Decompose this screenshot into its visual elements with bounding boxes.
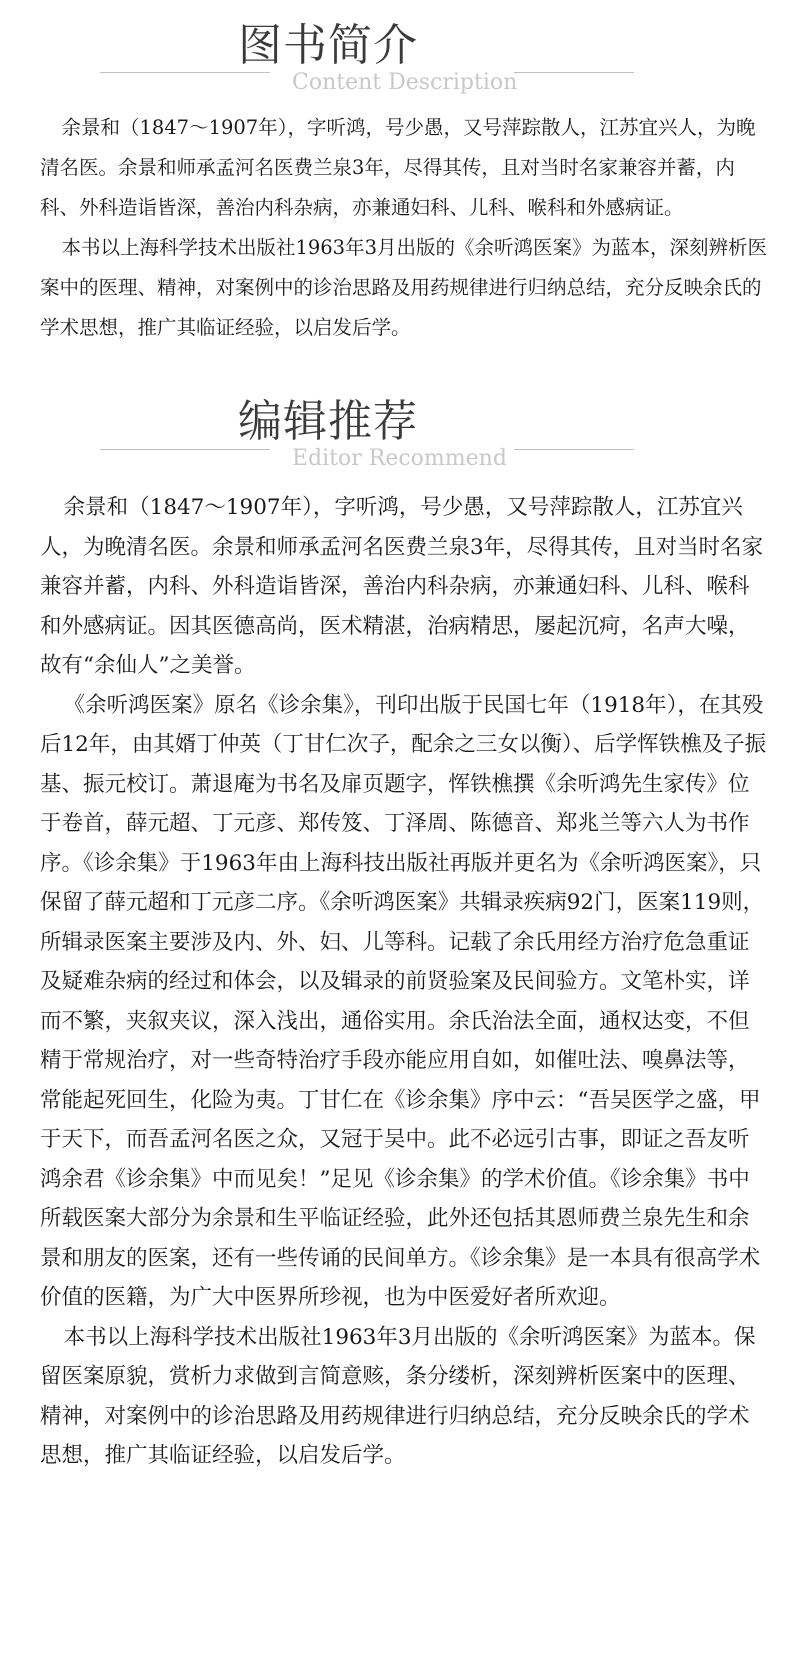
editor-subtitle: Editor Recommend (292, 446, 507, 471)
intro-paragraph: 余景和（1847～1907年），字听鸿，号少愚，又号萍踪散人，江苏宜兴人，为晚清名医。余景和师承孟河名医费兰泉3年，尽得其传，且对当时名家兼容并蓄，内科、外科造诣皆深，善治内科杂病，亦兼通妇科、儿科、喉科和外感病证。 (40, 116, 756, 219)
editor-paragraph: 《余听鸿医案》原名《诊余集》，刊印出版于民国七年（1918年），在其殁后12年，由其婿丁仲英（丁甘仁次子，配余之三女以衡）、后学恽铁樵及子振基、振元校订。萧退庵为书名及扉页题字，恽铁樵撰《余听鸿先生家传》位于卷首，薛元超、丁元彦、郑传笈、丁泽周、陈德音、郑兆兰等六人为书作序。《诊余集》于1963年由上海科技出版社再版并更名为《余听鸿医案》，只保留了薛元超和丁元彦二序。《余听鸿医案》共辑录疾病92门，医案119则，所辑录医案主要涉及内、外、妇、儿等科。记载了余氏用经方治疗危急重证及疑难杂病的经过和体会，以及辑录的前贤验案及民间验方。文笔朴实，详而不繁，夹叙夹议，深入浅出，通俗实用。余氏治法全面，通权达变，不但精于常规治疗，对一些奇特治疗手段亦能应用自如，如催吐法、嗅鼻法等，常能起死回生，化险为夷。丁甘仁在《诊余集》序中云：“吾吴医学之盛，甲于天下，而吾孟河名医之众，又冠于吴中。此不必远引古事，即证之吾友听鸿余君《诊余集》中而见矣！”足见《诊余集》的学术价值。《诊余集》书中所载医案大部分为余景和生平临证经验，此外还包括其恩师费兰泉先生和余景和朋友的医案，还有一些传诵的民间单方。《诊余集》是一本具有很高学术价值的医籍，为广大中医界所珍视，也为中医爱好者所欢迎。 (40, 692, 767, 1310)
intro-rule-left (100, 72, 270, 73)
editor-rule-left (100, 449, 270, 450)
editor-rule-right (514, 449, 634, 450)
editor-title: 编辑推荐 (238, 396, 418, 447)
intro-paragraph: 本书以上海科学技术出版社1963年3月出版的《余听鸿医案》为蓝本，深刻辨析医案中的医理、精神，对案例中的诊治思路及用药规律进行归纳总结，充分反映余氏的学术思想，推广其临证经验，以启发后学。 (40, 236, 767, 339)
intro-subtitle: Content Description (292, 70, 518, 95)
intro-rule-right (514, 72, 634, 73)
editor-header (0, 396, 800, 486)
editor-paragraph: 本书以上海科学技术出版社1963年3月出版的《余听鸿医案》为蓝本。保留医案原貌，赏析力求做到言简意赅，条分缕析，深刻辨析医案中的医理、精神，对案例中的诊治思路及用药规律进行归纳总结，充分反映余氏的学术思想，推广其临证经验，以启发后学。 (40, 1324, 756, 1468)
editor-paragraph: 余景和（1847～1907年），字听鸿，号少愚，又号萍踪散人，江苏宜兴人，为晚清名医。余景和师承孟河名医费兰泉3年，尽得其传，且对当时名家兼容并蓄，内科、外科造诣皆深，善治内科杂病，亦兼通妇科、儿科、喉科和外感病证。因其医德高尚，医术精湛，治病精思，屡起沉疴，名声大噪，故有“余仙人”之美誉。 (40, 495, 764, 678)
intro-header (0, 20, 800, 110)
editor-body (40, 488, 770, 1476)
intro-body (40, 108, 770, 348)
intro-title: 图书简介 (238, 20, 418, 71)
